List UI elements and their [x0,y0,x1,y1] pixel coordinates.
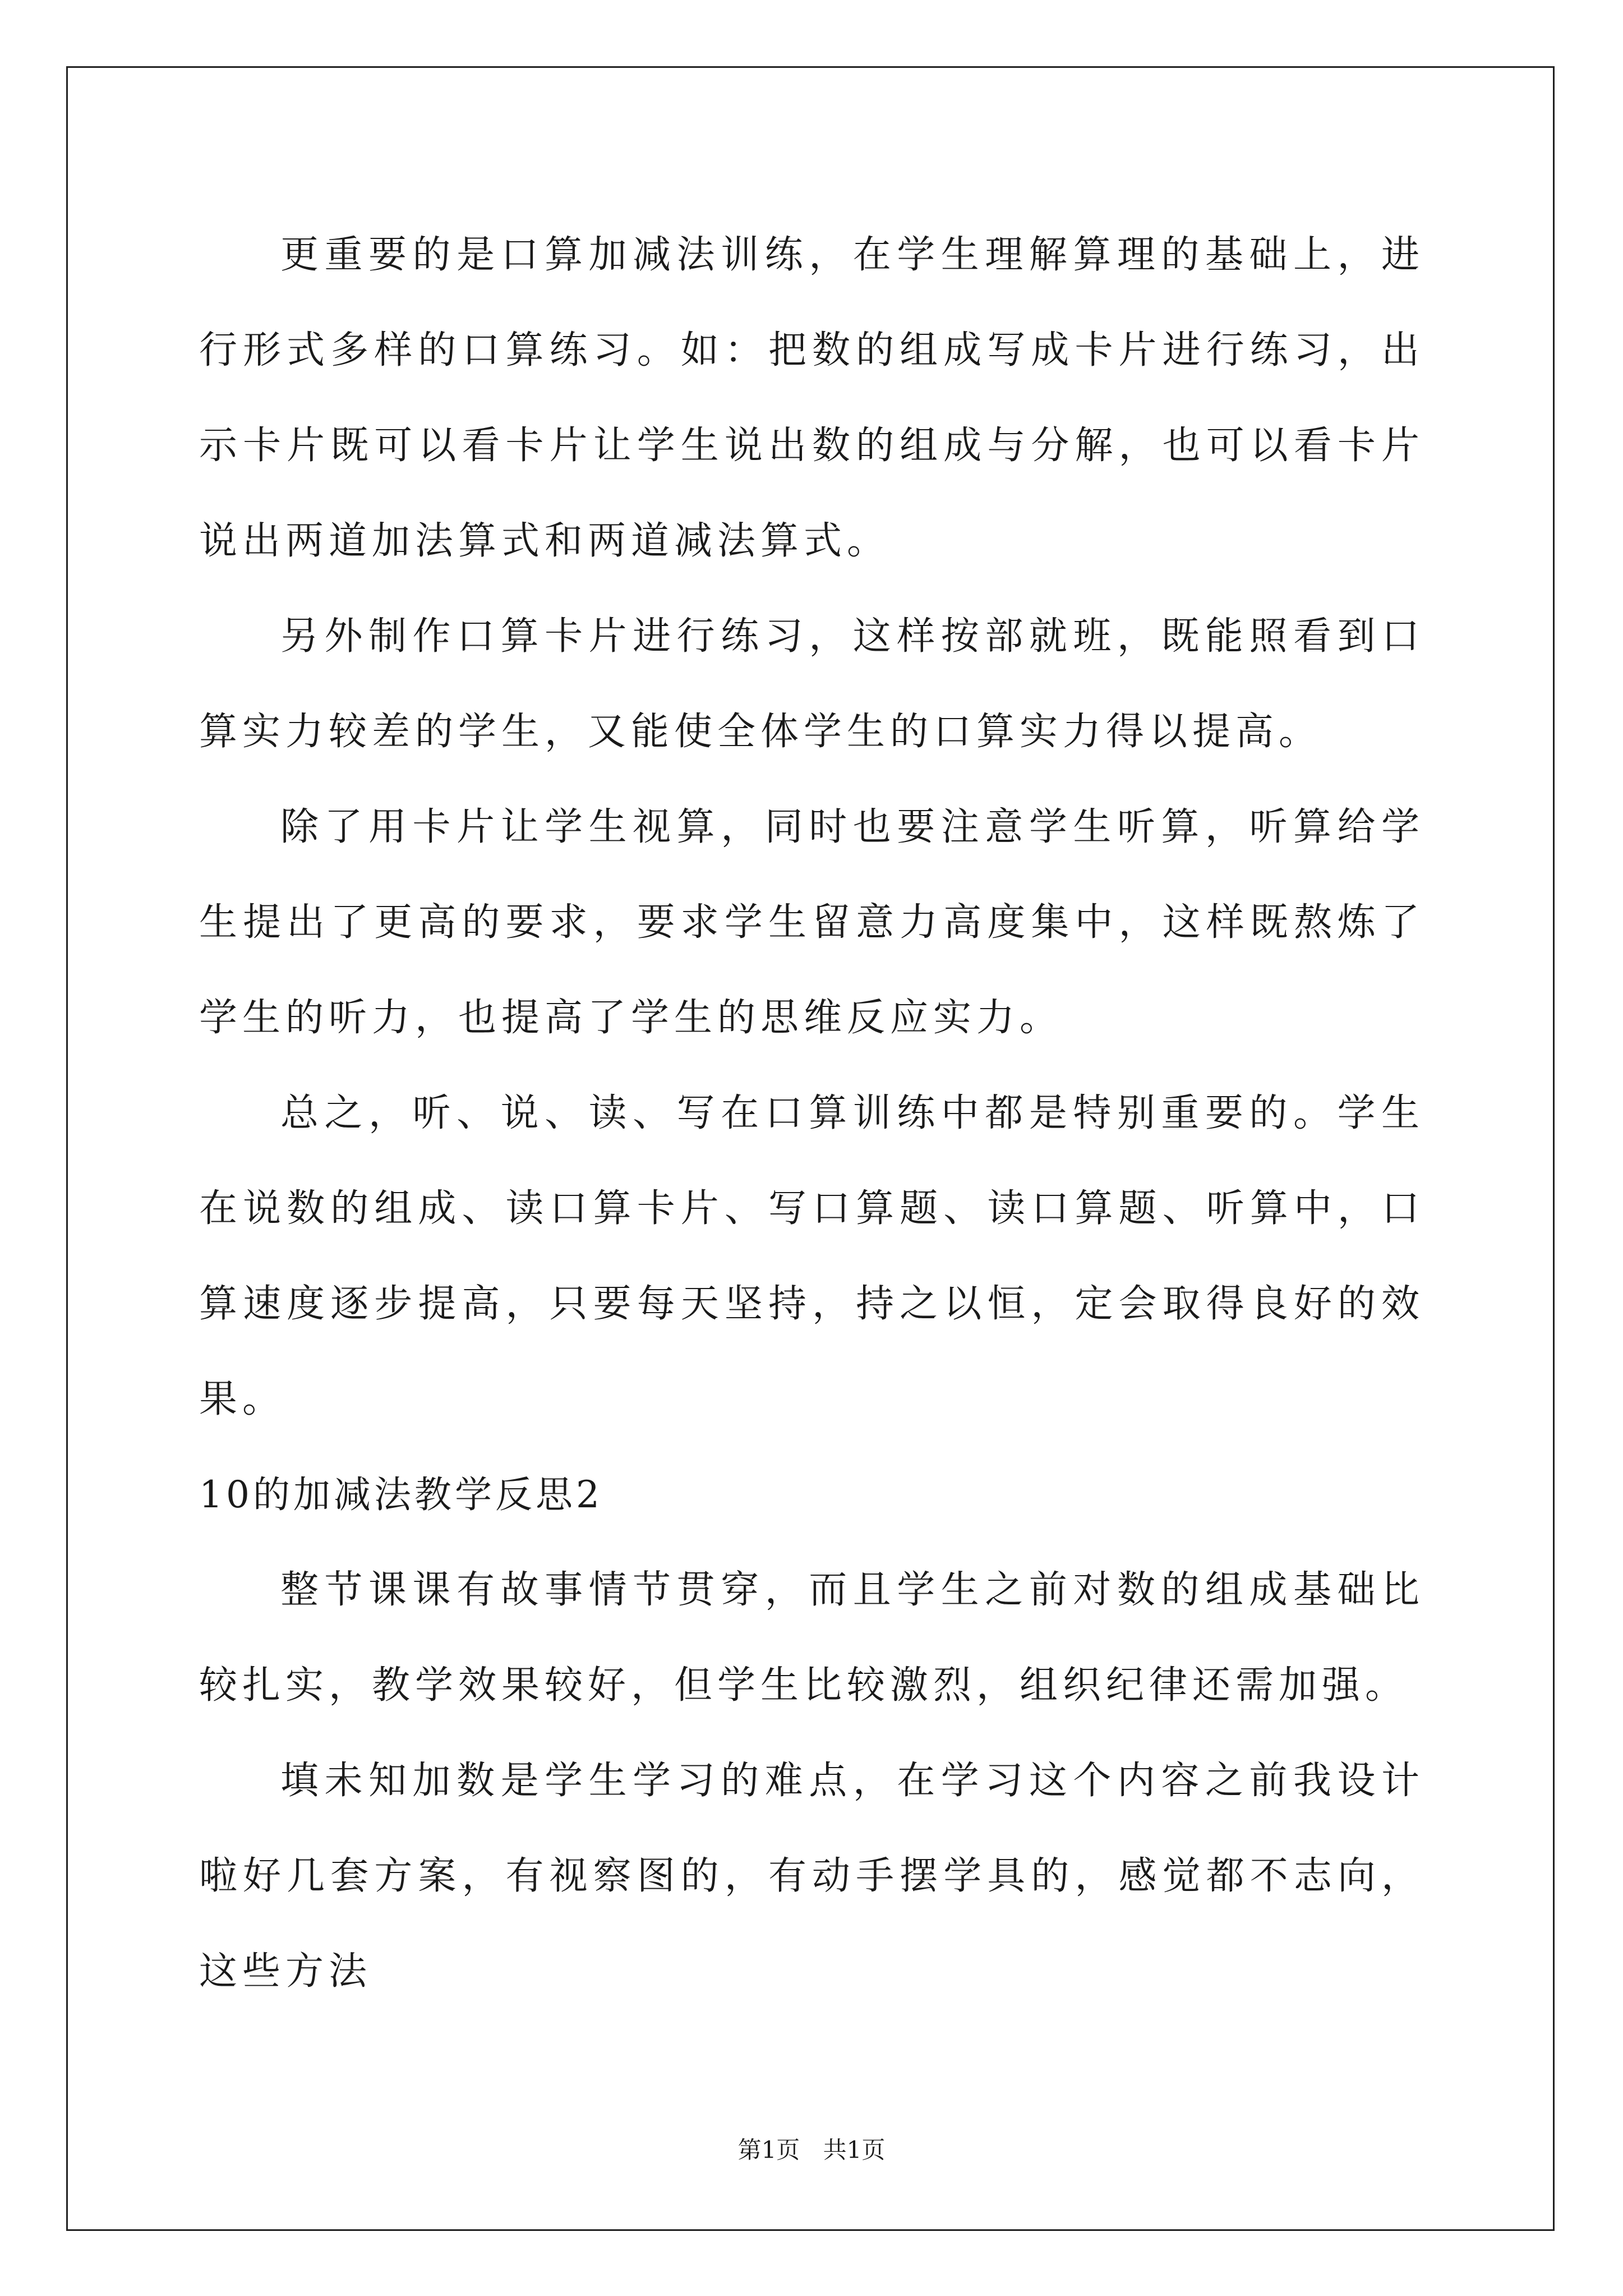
page-number: 第1页 [737,2136,800,2164]
paragraph: 除了用卡片让学生视算，同时也要注意学生听算，听算给学生提出了更高的要求，要求学生留意力高度集中，这样既熬炼了学生的听力，也提高了学生的思维反应实力。 [199,805,1424,1040]
paragraph: 更重要的是口算加减法训练，在学生理解算理的基础上，进行形式多样的口算练习。如：把数的组成写成卡片进行练习，出示卡片既可以看卡片让学生说出数的组成与分解，也可以看卡片说出两道加法算式和两道减法算式。 [199,233,1424,563]
page-total: 共1页 [823,2136,886,2164]
page-footer [0,2132,1623,2165]
paragraph: 另外制作口算卡片进行练习，这样按部就班，既能照看到口算实力较差的学生，又能使全体学生的口算实力得以提高。 [199,614,1424,754]
paragraph: 整节课课有故事情节贯穿，而且学生之前对数的组成基础比较扎实，教学效果较好，但学生比较激烈，组织纪律还需加强。 [199,1568,1424,1708]
section-heading: 10的加减法教学反思2 [199,1473,603,1516]
document-body [199,208,1424,2019]
paragraph: 总之，听、说、读、写在口算训练中都是特别重要的。学生在说数的组成、读口算卡片、写口算题、读口算题、听算中，口算速度逐步提高，只要每天坚持，持之以恒，定会取得良好的效果。 [199,1091,1424,1421]
paragraph: 填未知加数是学生学习的难点，在学习这个内容之前我设计啦好几套方案，有视察图的，有动手摆学具的，感觉都不志向，这些方法 [199,1759,1424,1994]
